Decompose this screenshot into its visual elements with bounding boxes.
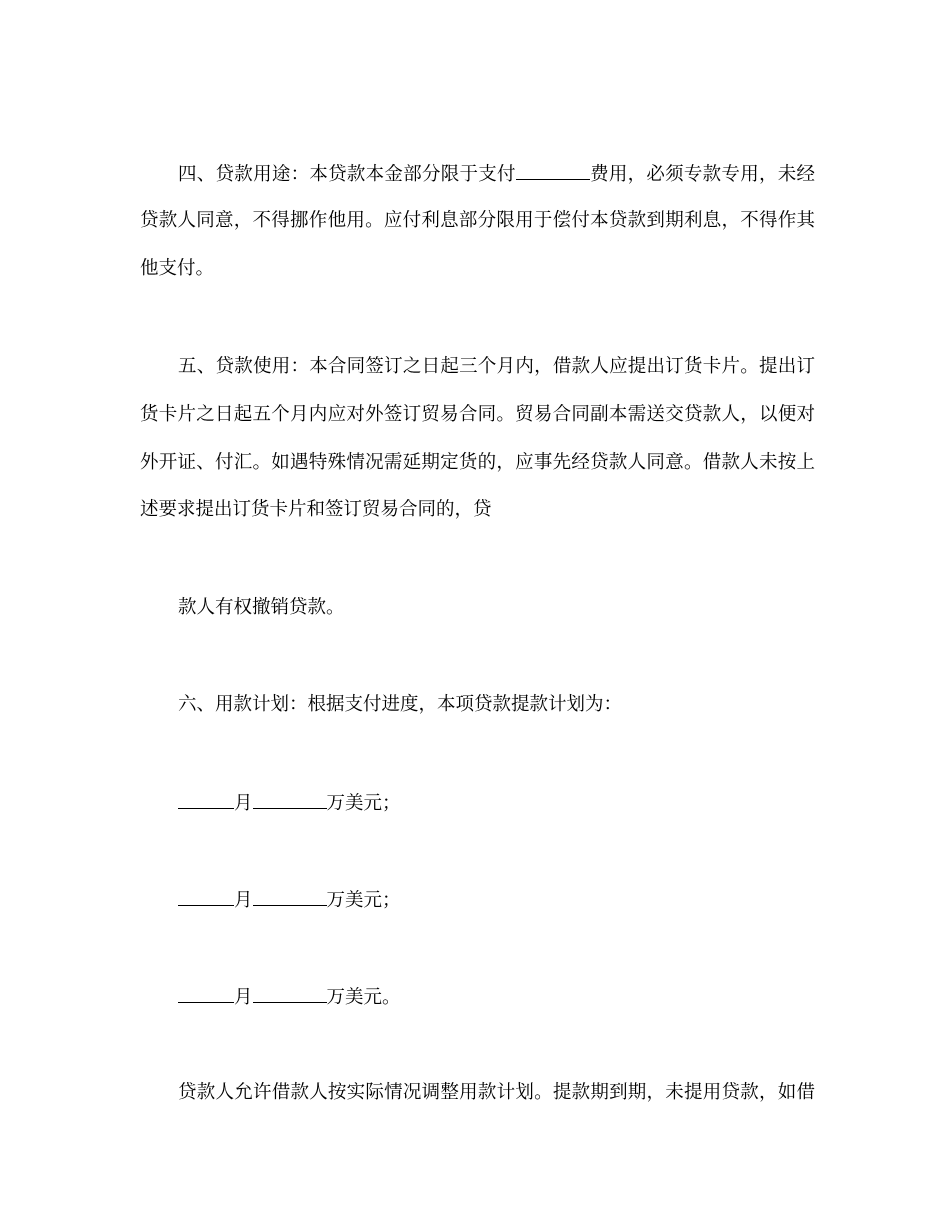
month-blank (178, 790, 234, 809)
amount-blank (253, 887, 327, 906)
section4-line1-post: 费用，必须专款专用，未经 (589, 164, 815, 185)
schedule-row-2 (178, 887, 815, 913)
month-label: 月 (234, 793, 253, 814)
amount-blank (253, 984, 327, 1003)
purpose-blank (516, 161, 590, 180)
section4-line1 (178, 161, 815, 187)
month-blank (178, 887, 234, 906)
section5-line4: 述要求提出订货卡片和签订贸易合同的，贷 (140, 499, 492, 520)
section6-heading: 六、用款计划：根据支付进度，本项贷款提款计划为： (178, 694, 623, 715)
amount-label: 万美元。 (326, 987, 401, 1008)
section5-line2: 货卡片之日起五个月内应对外签订贸易合同。贸易合同副本需送交贷款人，以便对 (140, 404, 815, 425)
section4-line3: 他支付。 (140, 258, 215, 279)
section5-line3: 外开证、付汇。如遇特殊情况需延期定货的，应事先经贷款人同意。借款人未按上 (140, 452, 815, 473)
section5-line1: 五、贷款使用：本合同签订之日起三个月内，借款人应提出订货卡片。提出订 (178, 356, 815, 377)
amount-blank (253, 790, 327, 809)
section4-line2: 贷款人同意，不得挪作他用。应付利息部分限用于偿付本贷款到期利息，不得作其 (140, 210, 815, 231)
adjust-line: 贷款人允许借款人按实际情况调整用款计划。提款期到期，未提用贷款，如借 (178, 1082, 815, 1103)
amount-label: 万美元； (326, 890, 401, 911)
section5-line5: 款人有权撤销贷款。 (178, 597, 345, 618)
schedule-row-3 (178, 984, 815, 1010)
month-blank (178, 984, 234, 1003)
section4-line1-pre: 四、贷款用途：本贷款本金部分限于支付 (178, 164, 516, 185)
month-label: 月 (234, 890, 253, 911)
schedule-row-1 (178, 790, 815, 816)
amount-label: 万美元； (326, 793, 401, 814)
month-label: 月 (234, 987, 253, 1008)
